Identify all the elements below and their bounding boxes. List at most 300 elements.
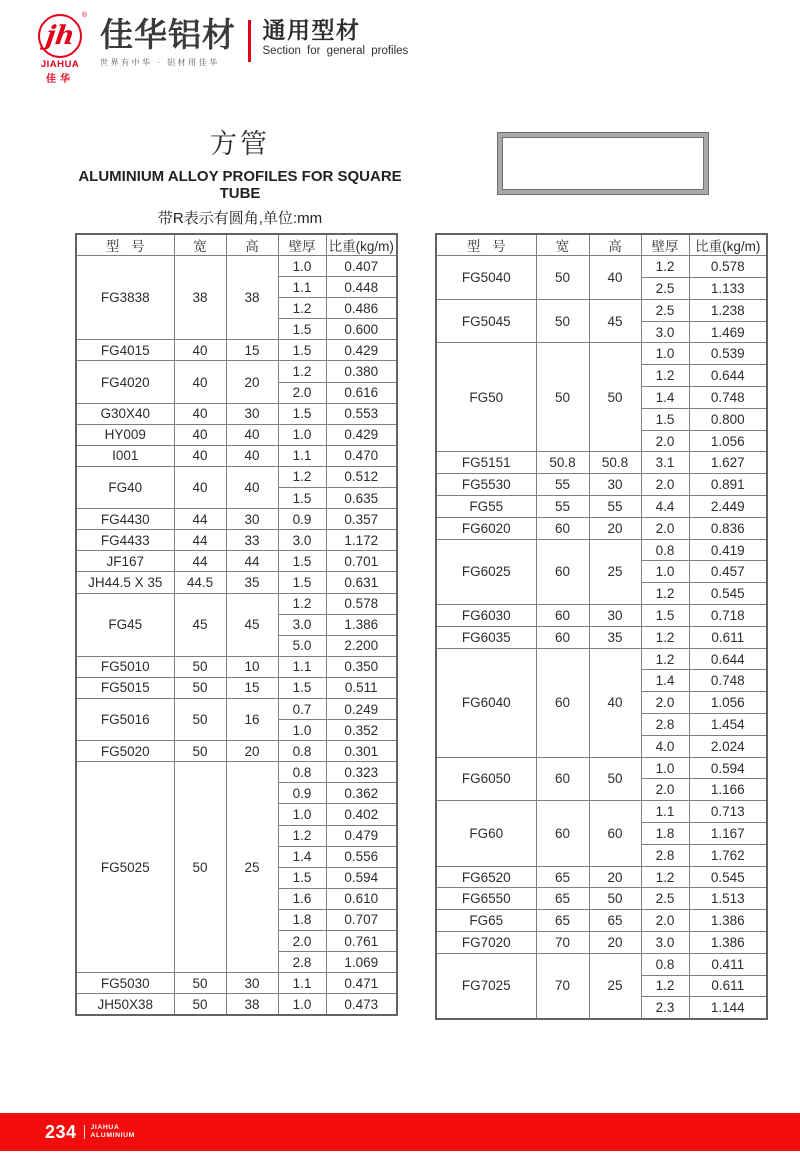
height-cell: 35 [589, 626, 641, 648]
model-cell: FG4433 [76, 530, 174, 551]
thickness-cell: 1.1 [641, 801, 689, 823]
brand-tagline: 世界有中华 · 铝材用佳华 [100, 57, 220, 67]
width-cell: 60 [536, 801, 589, 866]
weight-cell: 0.594 [689, 757, 767, 779]
model-cell: FG6550 [436, 888, 536, 910]
thickness-cell: 1.2 [641, 975, 689, 997]
width-cell: 60 [536, 605, 589, 627]
thickness-cell: 2.8 [278, 952, 326, 973]
height-cell: 55 [589, 496, 641, 518]
weight-cell: 1.172 [326, 530, 397, 551]
model-cell: FG6050 [436, 757, 536, 801]
model-cell: HY009 [76, 424, 174, 445]
thickness-cell: 2.5 [641, 888, 689, 910]
height-cell: 40 [226, 445, 278, 466]
table-row [436, 256, 767, 278]
page-title-cn: 方管 [210, 129, 270, 159]
thickness-cell: 2.0 [641, 910, 689, 932]
thickness-cell: 1.2 [278, 825, 326, 846]
weight-cell: 0.748 [689, 670, 767, 692]
weight-cell: 0.761 [326, 931, 397, 952]
col-header-width: 宽 [174, 234, 226, 256]
logo-name-en: JIAHUA [40, 59, 80, 70]
model-cell: FG55 [436, 496, 536, 518]
thickness-cell: 1.4 [278, 846, 326, 867]
col-header-width: 宽 [536, 234, 589, 256]
thickness-cell: 3.0 [278, 614, 326, 635]
weight-cell: 0.545 [689, 866, 767, 888]
jiahua-logo-icon [38, 12, 87, 58]
model-cell: G30X40 [76, 403, 174, 424]
thickness-cell: 1.0 [641, 343, 689, 365]
table-row [76, 973, 397, 994]
width-cell: 44 [174, 509, 226, 530]
model-cell: FG7025 [436, 953, 536, 1018]
width-cell: 50 [174, 656, 226, 677]
thickness-cell: 1.4 [641, 670, 689, 692]
weight-cell: 0.352 [326, 720, 397, 741]
height-cell: 20 [226, 741, 278, 762]
height-cell: 15 [226, 340, 278, 361]
height-cell: 40 [589, 256, 641, 300]
width-cell: 60 [536, 757, 589, 801]
height-cell: 25 [226, 762, 278, 973]
height-cell: 45 [226, 593, 278, 656]
thickness-cell: 2.0 [641, 692, 689, 714]
weight-cell: 0.411 [689, 953, 767, 975]
brand-title: 佳华铝材 [100, 16, 236, 53]
thickness-cell: 4.0 [641, 735, 689, 757]
thickness-cell: 1.2 [278, 298, 326, 319]
width-cell: 40 [174, 466, 226, 508]
height-cell: 44 [226, 551, 278, 572]
height-cell: 10 [226, 656, 278, 677]
width-cell: 44.5 [174, 572, 226, 593]
width-cell: 65 [536, 910, 589, 932]
weight-cell: 1.386 [326, 614, 397, 635]
model-cell: FG5151 [436, 452, 536, 474]
width-cell: 50 [536, 343, 589, 452]
thickness-cell: 1.2 [641, 648, 689, 670]
weight-cell: 0.594 [326, 867, 397, 888]
model-cell: FG5025 [76, 762, 174, 973]
thickness-cell: 2.3 [641, 997, 689, 1019]
weight-cell: 1.166 [689, 779, 767, 801]
table-row [436, 517, 767, 539]
weight-cell: 1.133 [689, 278, 767, 300]
table-row [76, 593, 397, 614]
model-cell: FG5010 [76, 656, 174, 677]
model-cell: FG50 [436, 343, 536, 452]
thickness-cell: 1.0 [641, 561, 689, 583]
footer-brand-line1: JIAHUA [90, 1123, 120, 1131]
height-cell: 20 [589, 932, 641, 954]
table-header-row [76, 234, 397, 256]
thickness-cell: 3.1 [641, 452, 689, 474]
thickness-cell: 0.7 [278, 698, 326, 719]
height-cell: 25 [589, 539, 641, 604]
col-header-thickness: 壁厚 [641, 234, 689, 256]
model-cell: FG45 [76, 593, 174, 656]
weight-cell: 0.457 [689, 561, 767, 583]
height-cell: 40 [226, 424, 278, 445]
weight-cell: 0.600 [326, 319, 397, 340]
weight-cell: 1.513 [689, 888, 767, 910]
model-cell: JH44.5 X 35 [76, 572, 174, 593]
model-cell: FG5015 [76, 677, 174, 698]
thickness-cell: 2.0 [278, 382, 326, 403]
table-row [436, 452, 767, 474]
model-cell: FG5530 [436, 474, 536, 496]
width-cell: 50 [174, 762, 226, 973]
table-row [76, 340, 397, 361]
page-title-block [70, 122, 410, 228]
table-row [76, 572, 397, 593]
thickness-cell: 1.0 [641, 757, 689, 779]
weight-cell: 0.616 [326, 382, 397, 403]
weight-cell: 1.627 [689, 452, 767, 474]
footer-divider [84, 1125, 85, 1139]
model-cell: JH50X38 [76, 994, 174, 1015]
weight-cell: 1.056 [689, 430, 767, 452]
width-cell: 38 [174, 256, 226, 340]
thickness-cell: 2.5 [641, 278, 689, 300]
thickness-cell: 1.5 [278, 488, 326, 509]
thickness-cell: 1.5 [641, 605, 689, 627]
brand-block [100, 18, 236, 68]
weight-cell: 1.762 [689, 844, 767, 866]
weight-cell: 1.386 [689, 932, 767, 954]
weight-cell: 2.024 [689, 735, 767, 757]
section-block [263, 18, 409, 57]
width-cell: 55 [536, 474, 589, 496]
weight-cell: 1.454 [689, 714, 767, 736]
thickness-cell: 4.4 [641, 496, 689, 518]
model-cell: FG4020 [76, 361, 174, 403]
height-cell: 25 [589, 953, 641, 1018]
width-cell: 50 [174, 741, 226, 762]
table-row [436, 605, 767, 627]
height-cell: 50 [589, 888, 641, 910]
width-cell: 40 [174, 403, 226, 424]
model-cell: FG5020 [76, 741, 174, 762]
table-header-row [436, 234, 767, 256]
model-cell: FG6025 [436, 539, 536, 604]
table-row [76, 762, 397, 783]
weight-cell: 1.056 [689, 692, 767, 714]
thickness-cell: 1.5 [278, 319, 326, 340]
height-cell: 30 [589, 474, 641, 496]
thickness-cell: 0.8 [641, 539, 689, 561]
width-cell: 50.8 [536, 452, 589, 474]
thickness-cell: 2.0 [641, 474, 689, 496]
table-row [436, 299, 767, 321]
model-cell: FG5016 [76, 698, 174, 740]
footer-bar [0, 1113, 800, 1151]
model-cell: FG6035 [436, 626, 536, 648]
table-row [76, 361, 397, 382]
width-cell: 60 [536, 626, 589, 648]
table-row [436, 474, 767, 496]
table-row [76, 445, 397, 466]
thickness-cell: 3.0 [641, 321, 689, 343]
weight-cell: 0.610 [326, 888, 397, 909]
thickness-cell: 2.5 [641, 299, 689, 321]
weight-cell: 0.707 [326, 909, 397, 930]
weight-cell: 0.611 [689, 975, 767, 997]
thickness-cell: 1.0 [278, 994, 326, 1015]
height-cell: 45 [589, 299, 641, 343]
height-cell: 40 [226, 466, 278, 508]
thickness-cell: 1.2 [641, 866, 689, 888]
table-row [436, 866, 767, 888]
height-cell: 40 [589, 648, 641, 757]
height-cell: 38 [226, 256, 278, 340]
width-cell: 40 [174, 340, 226, 361]
height-cell: 16 [226, 698, 278, 740]
table-row [436, 539, 767, 561]
model-cell: FG5030 [76, 973, 174, 994]
tube-inner-cavity [502, 137, 704, 190]
model-cell: FG60 [436, 801, 536, 866]
col-header-height: 高 [226, 234, 278, 256]
model-cell: FG4430 [76, 509, 174, 530]
thickness-cell: 1.1 [278, 445, 326, 466]
tube-wall [498, 133, 708, 194]
model-cell: FG6520 [436, 866, 536, 888]
width-cell: 44 [174, 530, 226, 551]
width-cell: 45 [174, 593, 226, 656]
col-header-weight: 比重(kg/m) [689, 234, 767, 256]
width-cell: 55 [536, 496, 589, 518]
thickness-cell: 1.2 [278, 361, 326, 382]
model-cell: FG7020 [436, 932, 536, 954]
col-header-thickness: 壁厚 [278, 234, 326, 256]
height-cell: 50.8 [589, 452, 641, 474]
thickness-cell: 2.0 [278, 931, 326, 952]
height-cell: 60 [589, 801, 641, 866]
height-cell: 33 [226, 530, 278, 551]
company-logo [28, 12, 92, 85]
thickness-cell: 5.0 [278, 635, 326, 656]
height-cell: 20 [589, 866, 641, 888]
weight-cell: 0.429 [326, 424, 397, 445]
thickness-cell: 1.2 [278, 593, 326, 614]
thickness-cell: 1.5 [278, 340, 326, 361]
weight-cell: 0.470 [326, 445, 397, 466]
height-cell: 30 [226, 403, 278, 424]
weight-cell: 0.419 [689, 539, 767, 561]
height-cell: 20 [589, 517, 641, 539]
height-cell: 20 [226, 361, 278, 403]
thickness-cell: 1.1 [278, 656, 326, 677]
thickness-cell: 1.2 [278, 466, 326, 487]
header-divider [248, 20, 251, 62]
footer-brand [91, 1124, 135, 1141]
table-row [76, 551, 397, 572]
thickness-cell: 1.2 [641, 583, 689, 605]
width-cell: 60 [536, 648, 589, 757]
weight-cell: 0.891 [689, 474, 767, 496]
table-row [436, 910, 767, 932]
weight-cell: 0.836 [689, 517, 767, 539]
weight-cell: 0.644 [689, 365, 767, 387]
width-cell: 50 [536, 256, 589, 300]
height-cell: 15 [226, 677, 278, 698]
width-cell: 60 [536, 539, 589, 604]
page-number: 234 [45, 1121, 77, 1142]
weight-cell: 0.249 [326, 698, 397, 719]
height-cell: 50 [589, 757, 641, 801]
table-row [76, 424, 397, 445]
table-row [436, 648, 767, 670]
page-title-note: 带R表示有圆角,单位:mm [157, 210, 323, 227]
thickness-cell: 2.0 [641, 779, 689, 801]
width-cell: 50 [174, 994, 226, 1015]
width-cell: 65 [536, 888, 589, 910]
weight-cell: 1.069 [326, 952, 397, 973]
table-row [76, 509, 397, 530]
weight-cell: 0.800 [689, 408, 767, 430]
weight-cell: 1.469 [689, 321, 767, 343]
thickness-cell: 1.2 [641, 626, 689, 648]
weight-cell: 0.701 [326, 551, 397, 572]
thickness-cell: 1.8 [641, 823, 689, 845]
table-row [76, 677, 397, 698]
model-cell: I001 [76, 445, 174, 466]
weight-cell: 0.578 [326, 593, 397, 614]
width-cell: 40 [174, 361, 226, 403]
width-cell: 60 [536, 517, 589, 539]
thickness-cell: 0.9 [278, 509, 326, 530]
model-cell: FG6030 [436, 605, 536, 627]
weight-cell: 0.448 [326, 277, 397, 298]
weight-cell: 0.556 [326, 846, 397, 867]
weight-cell: 0.511 [326, 677, 397, 698]
thickness-cell: 2.0 [641, 517, 689, 539]
weight-cell: 0.350 [326, 656, 397, 677]
page-title-en: ALUMINIUM ALLOY PROFILES FOR SQUARE TUBE [78, 168, 402, 202]
thickness-cell: 1.0 [278, 720, 326, 741]
table-row [436, 953, 767, 975]
thickness-cell: 1.5 [278, 677, 326, 698]
weight-cell: 1.386 [689, 910, 767, 932]
thickness-cell: 0.8 [278, 741, 326, 762]
weight-cell: 0.611 [689, 626, 767, 648]
width-cell: 50 [174, 677, 226, 698]
table-row [436, 496, 767, 518]
width-cell: 70 [536, 932, 589, 954]
thickness-cell: 1.0 [278, 256, 326, 277]
col-header-height: 高 [589, 234, 641, 256]
table-row [436, 888, 767, 910]
logo-monogram: jh [43, 21, 77, 51]
thickness-cell: 1.1 [278, 277, 326, 298]
weight-cell: 0.301 [326, 741, 397, 762]
table-row [76, 466, 397, 487]
width-cell: 50 [174, 698, 226, 740]
width-cell: 40 [174, 445, 226, 466]
height-cell: 38 [226, 994, 278, 1015]
weight-cell: 0.380 [326, 361, 397, 382]
thickness-cell: 1.2 [641, 365, 689, 387]
height-cell: 30 [226, 509, 278, 530]
weight-cell: 0.578 [689, 256, 767, 278]
weight-cell: 0.631 [326, 572, 397, 593]
table-row [436, 343, 767, 365]
height-cell: 30 [589, 605, 641, 627]
model-cell: FG5045 [436, 299, 536, 343]
width-cell: 50 [536, 299, 589, 343]
spec-table-left [75, 233, 398, 1016]
width-cell: 40 [174, 424, 226, 445]
weight-cell: 0.748 [689, 387, 767, 409]
thickness-cell: 1.0 [278, 424, 326, 445]
height-cell: 65 [589, 910, 641, 932]
model-cell: FG6040 [436, 648, 536, 757]
table-row [76, 698, 397, 719]
thickness-cell: 2.0 [641, 430, 689, 452]
height-cell: 50 [589, 343, 641, 452]
weight-cell: 0.362 [326, 783, 397, 804]
thickness-cell: 0.8 [278, 762, 326, 783]
model-cell: FG65 [436, 910, 536, 932]
height-cell: 30 [226, 973, 278, 994]
weight-cell: 1.238 [689, 299, 767, 321]
weight-cell: 0.635 [326, 488, 397, 509]
thickness-cell: 1.2 [641, 256, 689, 278]
col-header-weight: 比重(kg/m) [326, 234, 397, 256]
weight-cell: 0.718 [689, 605, 767, 627]
section-title-cn: 通用型材 [262, 17, 361, 43]
table-row [436, 932, 767, 954]
section-title-en: Section for general profiles [262, 45, 409, 58]
weight-cell: 0.357 [326, 509, 397, 530]
thickness-cell: 3.0 [641, 932, 689, 954]
table-row [76, 530, 397, 551]
weight-cell: 0.553 [326, 403, 397, 424]
weight-cell: 2.449 [689, 496, 767, 518]
weight-cell: 0.512 [326, 466, 397, 487]
thickness-cell: 1.6 [278, 888, 326, 909]
table-row [76, 403, 397, 424]
thickness-cell: 1.5 [278, 403, 326, 424]
footer-brand-line2: ALUMINIUM [90, 1132, 135, 1139]
model-cell: FG5040 [436, 256, 536, 300]
spec-table-right [435, 233, 768, 1020]
weight-cell: 1.144 [689, 997, 767, 1019]
thickness-cell: 2.8 [641, 714, 689, 736]
weight-cell: 2.200 [326, 635, 397, 656]
weight-cell: 0.473 [326, 994, 397, 1015]
weight-cell: 0.539 [689, 343, 767, 365]
table-row [76, 994, 397, 1015]
weight-cell: 1.167 [689, 823, 767, 845]
table-row [76, 656, 397, 677]
square-tube-diagram [497, 132, 709, 195]
model-cell: FG3838 [76, 256, 174, 340]
weight-cell: 0.429 [326, 340, 397, 361]
weight-cell: 0.407 [326, 256, 397, 277]
model-cell: FG40 [76, 466, 174, 508]
page-header [28, 12, 408, 85]
weight-cell: 0.644 [689, 648, 767, 670]
thickness-cell: 1.4 [641, 387, 689, 409]
width-cell: 50 [174, 973, 226, 994]
table-row [436, 626, 767, 648]
table-row [76, 256, 397, 277]
table-row [76, 741, 397, 762]
